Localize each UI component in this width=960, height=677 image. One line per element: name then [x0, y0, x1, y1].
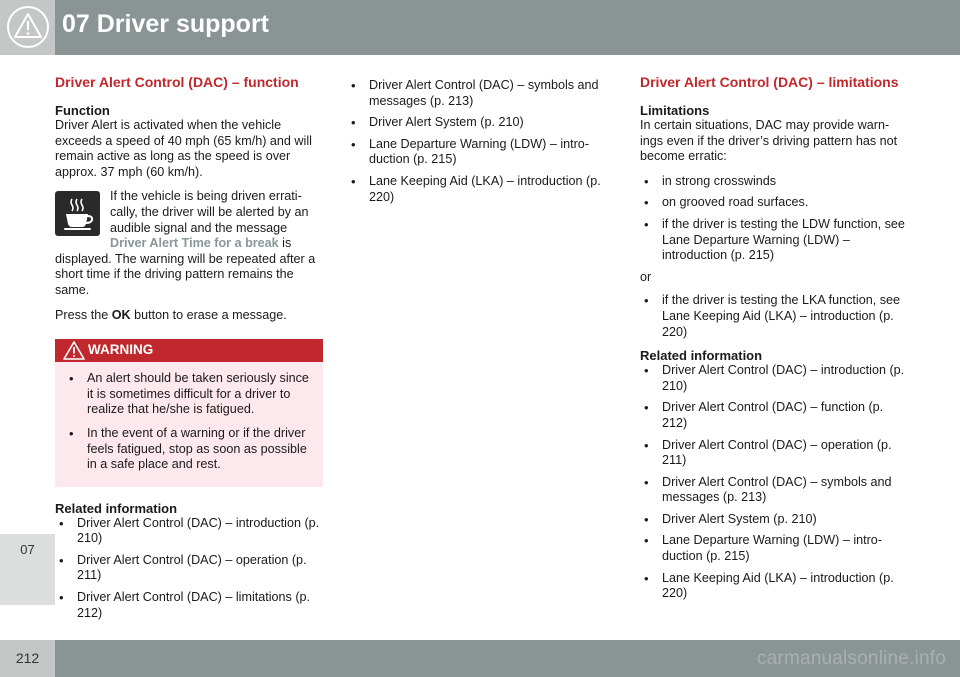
- section-title-limitations: Driver Alert Control (DAC) – limitations: [640, 74, 899, 90]
- warning-title: WARNING: [88, 342, 154, 358]
- or-text: or: [640, 269, 652, 284]
- related-heading: Related information: [640, 348, 763, 364]
- warning-box: [55, 339, 323, 487]
- related-link[interactable]: • Driver Alert Control (DAC) – operation (p. 211): [640, 438, 905, 469]
- list-item: • in strong crosswinds: [640, 174, 905, 190]
- function-heading: Function: [55, 103, 110, 118]
- related-link[interactable]: • Driver Alert Control (DAC) – introduction (p. 210): [640, 363, 905, 394]
- press-ok-text: [55, 308, 323, 324]
- page-header: [0, 0, 960, 55]
- list-item: • In the event of a warning or if the driver feels fatigued, stop as soon as possible in a safe place and rest.: [65, 426, 315, 473]
- related-link[interactable]: • Driver Alert Control (DAC) – symbols and messages (p. 213): [640, 475, 905, 506]
- function-text: Driver Alert is activated when the vehicle exceeds a speed of 40 mph (65 km/h) and will remain active as long as the speed is over approx. 37 mph (60 km/h).: [55, 118, 312, 179]
- conditions-list: [640, 174, 905, 264]
- limitations-text: In certain situations, DAC may provide warnings even if the driver’s driving pattern has not become erratic:: [640, 118, 898, 164]
- list-item: • on grooved road surfaces.: [640, 195, 905, 211]
- ok-button-label: OK: [111, 307, 131, 322]
- coffee-cup-icon: [55, 191, 100, 236]
- section-title-function: Driver Alert Control (DAC) – function: [55, 74, 299, 90]
- conditions-list-2: [640, 293, 905, 340]
- related-link[interactable]: • Driver Alert System (p. 210): [640, 512, 905, 528]
- icon-text-1: If the vehicle is being driven erratically, the driver will be alerted by an audible signal and the message: [110, 189, 309, 235]
- warning-triangle-icon: [63, 341, 85, 360]
- press-text-end: button to erase a message.: [130, 307, 287, 322]
- coffee-message-block: [55, 189, 323, 251]
- warning-triangle-icon: [6, 5, 50, 49]
- warning-list: [55, 362, 323, 473]
- limitations-heading: Limitations: [640, 103, 710, 118]
- related-link[interactable]: • Driver Alert Control (DAC) – introduction (p. 210): [55, 516, 323, 547]
- related-list-continued: [347, 78, 610, 205]
- related-link[interactable]: • Driver Alert System (p. 210): [347, 115, 610, 131]
- related-link[interactable]: • Lane Keeping Aid (LKA) – introduction (p. 220): [347, 174, 610, 205]
- icon-text-3: displayed. The warning will be repeated after a short time if the driving pattern remains the same.: [55, 251, 316, 297]
- column-2: [347, 78, 610, 211]
- list-item: • An alert should be taken seriously since it is sometimes difficult for a driver to realize that he/she is fatigued.: [65, 371, 315, 418]
- side-strip: [0, 55, 55, 640]
- related-link[interactable]: • Lane Departure Warning (LDW) – introduction (p. 215): [347, 137, 610, 168]
- icon-text-2: is: [278, 236, 292, 251]
- chapter-tab: [0, 534, 55, 605]
- list-item: • if the driver is testing the LKA function, see Lane Keeping Aid (LKA) – introduction (p. 220): [640, 293, 905, 340]
- related-link[interactable]: • Driver Alert Control (DAC) – operation (p. 211): [55, 553, 323, 584]
- press-text-start: Press the: [55, 307, 112, 322]
- related-list: [640, 363, 905, 602]
- chapter-tab-label: 07: [20, 542, 35, 557]
- related-link[interactable]: • Lane Departure Warning (LDW) – introduction (p. 215): [640, 533, 905, 564]
- column-1: [55, 74, 323, 627]
- related-link[interactable]: • Lane Keeping Aid (LKA) – introduction (p. 220): [640, 571, 905, 602]
- page-footer: [0, 640, 960, 677]
- page-number-box: [0, 640, 55, 677]
- related-heading: Related information: [55, 500, 178, 516]
- display-message: Driver Alert Time for a break: [110, 236, 279, 251]
- list-item: • if the driver is testing the LDW function, see Lane Departure Warning (LDW) – introduction (p. 215): [640, 217, 905, 264]
- warning-header: [55, 339, 323, 362]
- related-list: [55, 516, 323, 622]
- related-link[interactable]: • Driver Alert Control (DAC) – symbols and messages (p. 213): [347, 78, 610, 109]
- column-3: [640, 74, 905, 608]
- page-number: 212: [15, 650, 40, 666]
- watermark: carmanualsonline.info: [756, 648, 946, 669]
- related-link[interactable]: • Driver Alert Control (DAC) – function (p. 212): [640, 400, 905, 431]
- chapter-title: 07 Driver support: [62, 10, 270, 38]
- header-icon-box: [0, 0, 55, 55]
- related-link[interactable]: • Driver Alert Control (DAC) – limitations (p. 212): [55, 590, 323, 621]
